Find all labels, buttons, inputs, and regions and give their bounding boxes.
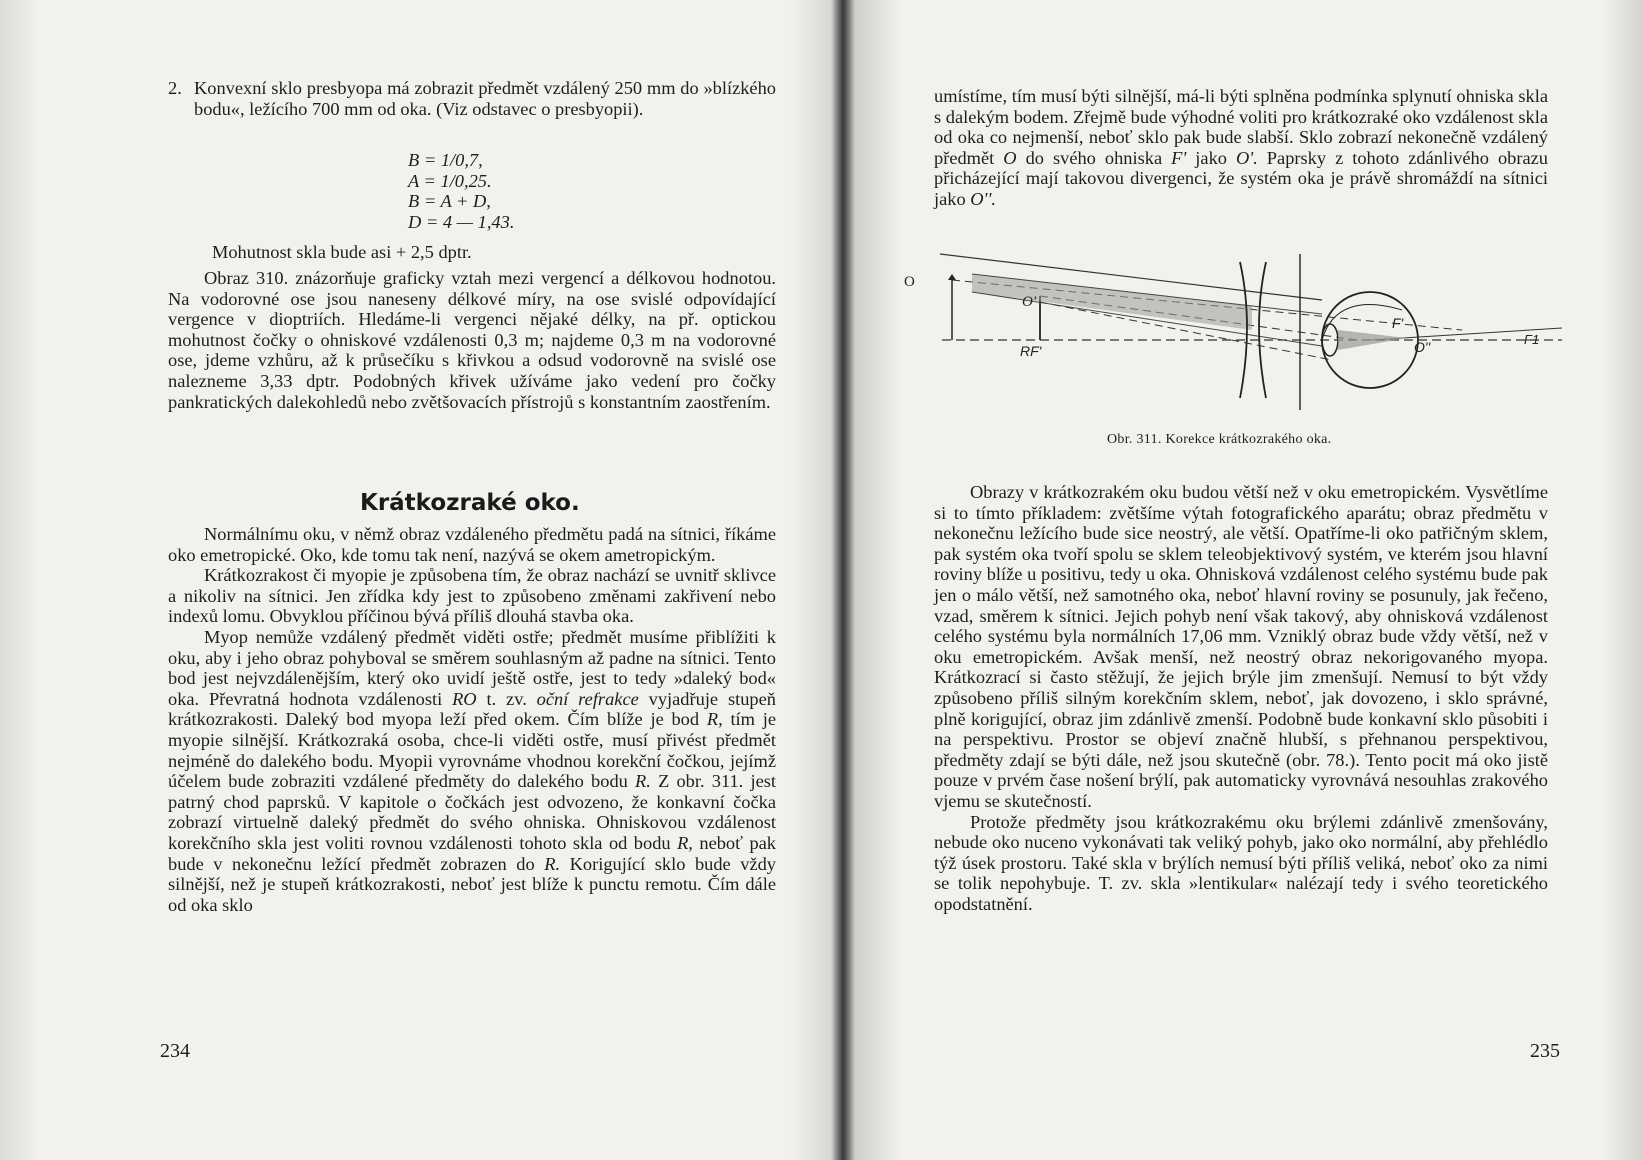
label-o-double: O'': [1414, 339, 1431, 355]
equation-2: A = 1/0,25.: [408, 170, 492, 191]
item-text: Konvexní sklo presbyopa má zobrazit předmět vzdálený 250 mm do »blízkého bodu«, ležícího 700 mm od oka. (Viz odstavec o presbyopii).: [194, 78, 776, 119]
page-number-left: 234: [160, 1040, 190, 1062]
page-number-right: 235: [1530, 1040, 1560, 1062]
item-number: 2.: [168, 78, 182, 98]
label-rf: RF': [1020, 343, 1042, 359]
section-heading: Krátkozraké oko.: [360, 490, 580, 516]
label-f-prime: F': [1392, 315, 1404, 331]
label-o: O: [904, 274, 915, 290]
left-body: [168, 524, 776, 915]
book-spine: [832, 0, 854, 1160]
object-arrowhead: [948, 274, 956, 280]
equation-4: D = 4 — 1,43.: [408, 211, 515, 232]
paragraph-obraz: [168, 268, 776, 412]
equation-3: B = A + D,: [408, 191, 491, 212]
right-body: [934, 482, 1548, 914]
paragraph-protoze: Protože předměty jsou krátkozrakému oku brýlemi zdánlivě zmenšovány, nebude oko nuceno vykonávati tak veliký pohyb, jako oko normální, aby přehlédlo týž úsek prostoru. Také skla v brýlích nemusí býti příliš veliká, neboť oko za nimi se tolik nepohybuje. T. zv. skla »lentikular« nalézají tedy i svého teoretického opodstatnění.: [934, 811, 1548, 914]
right-page: [842, 0, 1643, 1160]
paragraph-continuation: umístíme, tím musí býti silnější, má-li býti splněna podmínka splynutí ohniska skla s dalekým bodem. Zřejmě bude výhodné voliti pro krátkozraké oko vzdálenost skla od oka co nejmenší, neboť sklo pak bude slabší. Sklo zobrazí nekonečně vzdálený předmět O do svého ohniska F' jako O'. Paprsky z tohoto zdánlivého obrazu přicházející mají takovou divergenci, že systém oka je právě shromáždí na sítnici jako O''.: [934, 86, 1548, 209]
label-o-prime: O': [1022, 294, 1037, 310]
paragraph-obraz-text: Obraz 310. znázorňuje graficky vztah mezi vergencí a délkovou hodnotou. Na vodorovné ose jsou naneseny délkové míry, na ose svislé odpovídající vergence v dioptriích. Hledáme-li vergenci nějaké délky, na př. optickou mohutnost čočky o ohniskové vzdálenosti 0,3 m; najdeme 0,3 m na vodorovné ose, jdeme vzhůru, až k průsečíku s křivkou a odsud vodorovně na svislé ose nalezneme 3,33 dptr. Podobných křivek užíváme jako vedení pro čočky pankratických dalekohledů nebo zvětšovacích přístrojů s konstantním zaostřením.: [168, 268, 776, 412]
paragraph-myopie: Krátkozrakost či myopie je způsobena tím, že obraz nachází se uvnitř sklivce a nikoliv na sítnici. Jen zřídka kdy jest to způsobeno změnami zakřivení nebo indexů lomu. Obvyklou příčinou bývá příliš dlouhá stavba oka.: [168, 565, 776, 627]
figure-caption: Obr. 311. Korekce krátkozrakého oka.: [1107, 432, 1332, 447]
concave-lens-right: [1259, 262, 1266, 398]
ray-bundle: [972, 274, 1252, 330]
equation-1: B = 1/0,7,: [408, 150, 483, 170]
label-f1: F1: [1524, 332, 1540, 347]
equation-block: [408, 150, 514, 232]
concave-lens-left: [1240, 262, 1247, 398]
paragraph-myop: Myop nemůže vzdálený předmět viděti ostře; předmět musíme přiblížiti k oku, aby i jeho obraz pohyboval se směrem souhlasným až padne na sítnici. Tento bod jest nejvzdálenějším, který oko uvidí ještě ostře, jest to tedy »daleký bod« oka. Převratná hodnota vzdálenosti RO t. zv. oční refrakce vyjadřuje stupeň krátkozrakosti. Daleký bod myopa leží před okem. Čím blíže je bod R, tím je myopie silnější. Krátkozraká osoba, chce-li viděti ostře, musí přivést předmět nejméně do dalekého bodu. Myopii vyrovnáme vhodnou korekční čočkou, jejímž účelem bude zobraziti vzdálené předměty do dalekého bodu R. Z obr. 311. jest patrný chod paprsků. V kapitole o čočkách jest odvozeno, že konkavní čočka zobrazí virtuelně daleký předmět do svého ohniska. Ohniskovou vzdálenost korekčního skla jest voliti rovnou vzdálenosti tohoto skla od bodu R, neboť pak bude v nekonečnu ležící předmět zobrazen do R. Korigující sklo bude vždy silnější, než je stupeň krátkozrakosti, neboť jest blíže k punctu remotu. Čím dále od oka sklo: [168, 626, 777, 915]
right-top-text: [934, 86, 1548, 210]
paragraph-emetropia: Normálnímu oku, v němž obraz vzdáleného předmětu padá na sítnici, říkáme oko emetropické. Oko, kde tomu tak není, nazývá se okem ametropickým.: [168, 524, 776, 565]
myopia-correction-diagram: [902, 250, 1612, 420]
result-line: Mohutnost skla bude asi + 2,5 dptr.: [212, 242, 472, 262]
paragraph-obrazy: Obrazy v krátkozrakém oku budou větší než v oku emetropickém. Vysvětlíme si to tímto příkladem: zvětšíme výtah fotografického aparátu; obraz předmětu v nekonečnu ležícího bude sice neostrý, ale větší. Opatříme-li oko patřičným sklem, pak systém oka tvoří spolu se sklem teleobjektivový systém, ve kterém jsou hlavní roviny blíže u positivu, tedy u oka. Ohnisková vzdálenost celého systému bude pak jen o málo větší, než samotného oka, neboť hlavní roviny se posunuly, jak řečeno, vzad, směrem k sítnici. Jejich pohyb není však takový, aby ohnisková vzdálenost celého systému byla normálních 17,06 mm. Vzniklý obraz bude vždy větší, než v oku emetropickém. Avšak menší, než neostrý obraz nekorigovaného myopa. Krátkozrací si často stěžují, že jejich brýle jim zmenšují. Nemusí to být vždy způsobeno příliš silným korekčním sklem, neboť, jak dovozeno, i sklo správné, plně korigující, obraz jim zdánlivě zmenší. Podobně bude konkavní sklo působiti i na perspektivu. Prostor se objeví značně hlubší, s přehnanou perspektivou, předměty zdají se býti dále, než jsou skutečně (obr. 78.). Tento pocit má oko jistě pouze v prvém čase nošení brýlí, pak automaticky vyrovnává nesouhlas zrakového vjemu se skutečností.: [934, 482, 1548, 811]
example-item-2: [168, 78, 776, 119]
